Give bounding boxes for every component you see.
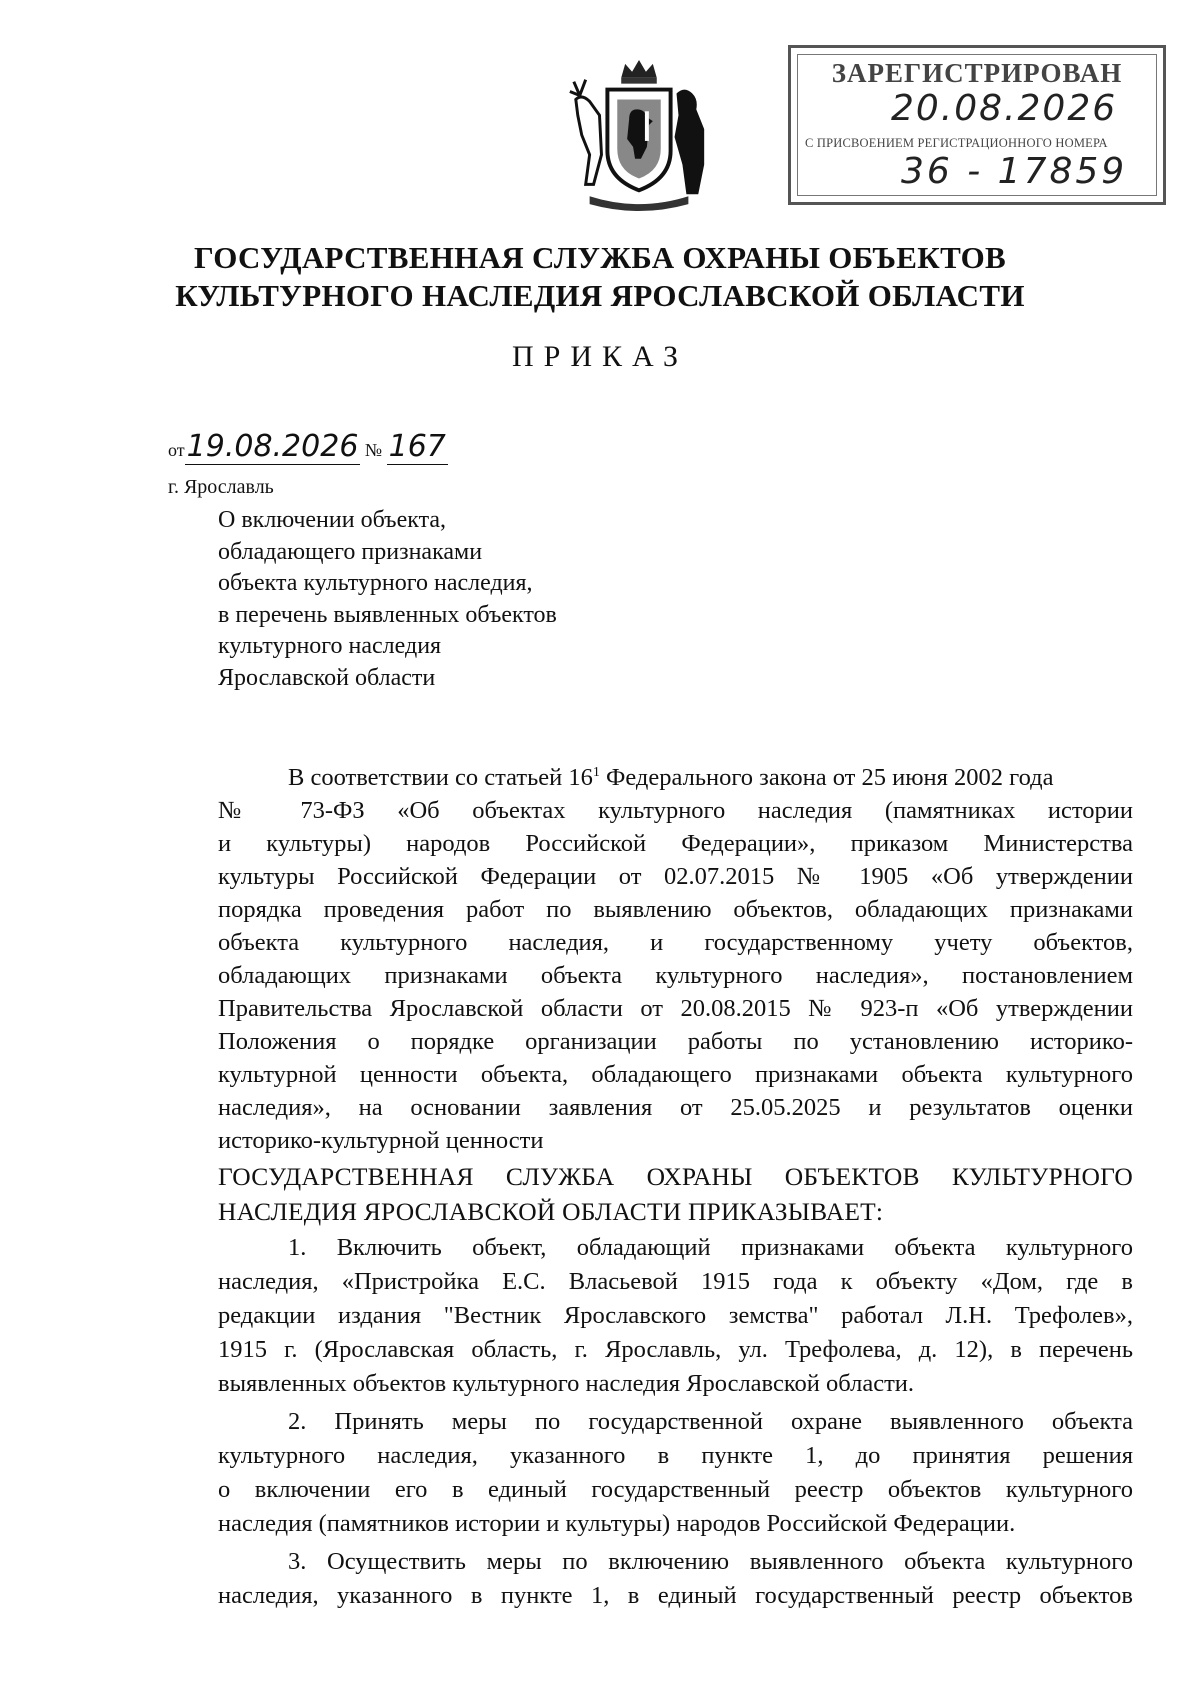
preamble-line: порядка проведения работ по выявлению объектов, обладающих признаками	[218, 896, 1133, 923]
item-2-line: о включении его в единый государственный реестр объектов культурного	[218, 1476, 1133, 1503]
subject-line: объекта культурного наследия,	[218, 570, 533, 596]
article-superscript: 1	[592, 764, 600, 780]
item-2-line: культурного наследия, указанного в пункте 1, до принятия решения	[218, 1442, 1133, 1469]
date-prefix: от	[168, 440, 185, 460]
preamble-line: Правительства Ярославской области от 20.08.2015 № 923-п «Об утверждении	[218, 995, 1133, 1022]
subject-line: культурного наследия	[218, 633, 442, 659]
order-date-number-line	[168, 430, 448, 465]
order-city: г. Ярославль	[168, 476, 274, 498]
preamble-line: наследия», на основании заявления от 25.05.2025 и результатов оценки	[218, 1094, 1133, 1121]
item-1-line: 1. Включить объект, обладающий признаками объекта культурного	[288, 1234, 1133, 1261]
preamble-line: историко-культурной ценности	[218, 1127, 544, 1154]
preamble-text: В соответствии со статьей 16	[288, 764, 593, 791]
item-3-line: 3. Осуществить меры по включению выявленного объекта культурного	[288, 1548, 1133, 1575]
preamble-line: и культуры) народов Российской Федерации», приказом Министерства	[218, 830, 1133, 857]
number-prefix: №	[364, 440, 383, 460]
agency-name-line-2: КУЛЬТУРНОГО НАСЛЕДИЯ ЯРОСЛАВСКОЙ ОБЛАСТИ	[175, 278, 1025, 313]
item-2-line: 2. Принять меры по государственной охране выявленного объекта	[288, 1408, 1133, 1435]
coat-of-arms-emblem	[560, 55, 718, 215]
stamp-subtitle: С ПРИСВОЕНИЕМ РЕГИСТРАЦИОННОГО НОМЕРА	[805, 136, 1108, 150]
item-1-line: выявленных объектов культурного наследия Ярославской области.	[218, 1370, 915, 1397]
item-1-line: редакции издания "Вестник Ярославского земства" работал Л.Н. Трефолев»,	[218, 1302, 1133, 1329]
preamble-line: № 73-ФЗ «Об объектах культурного наследия (памятниках истории	[218, 797, 1133, 824]
preamble-line: Положения о порядке организации работы по установлению историко-	[218, 1028, 1133, 1055]
item-3-line: наследия, указанного в пункте 1, в единый государственный реестр объектов	[218, 1582, 1133, 1609]
order-subject	[218, 505, 738, 694]
stamp-handwritten-date: 20.08.2026	[891, 88, 1118, 129]
document-type: ПРИКАЗ	[512, 340, 688, 373]
stamp-handwritten-number: 36 - 17859	[901, 151, 1128, 192]
preamble-first-line	[288, 762, 1133, 794]
agency-name-line-1: ГОСУДАРСТВЕННАЯ СЛУЖБА ОХРАНЫ ОБЪЕКТОВ	[193, 240, 1007, 275]
item-1-line: наследия, «Пристройка Е.С. Власьевой 1915 года к объекту «Дом, где в	[218, 1268, 1133, 1295]
orders-statement-line-1: ГОСУДАРСТВЕННАЯ СЛУЖБА ОХРАНЫ ОБЪЕКТОВ КУЛЬТУРНОГО	[218, 1162, 1133, 1191]
preamble-line: объекта культурного наследия, и государственному учету объектов,	[218, 929, 1133, 956]
item-1-line: 1915 г. (Ярославская область, г. Ярославль, ул. Трефолева, д. 12), в перечень	[218, 1336, 1133, 1363]
subject-line: в перечень выявленных объектов	[218, 601, 557, 628]
preamble-text: Федерального закона от 25 июня 2002 года	[599, 764, 1054, 791]
preamble-line: культурной ценности объекта, обладающего признаками объекта культурного	[218, 1061, 1133, 1088]
preamble-line: культуры Российской Федерации от 02.07.2015 № 1905 «Об утверждении	[218, 863, 1133, 890]
stamp-title: ЗАРЕГИСТРИРОВАН	[831, 58, 1123, 88]
order-number: 167	[388, 429, 446, 464]
order-date: 19.08.2026	[186, 429, 359, 464]
item-2-line: наследия (памятников истории и культуры) народов Российской Федерации.	[218, 1510, 1016, 1537]
registration-stamp	[788, 45, 1166, 205]
subject-line: Ярославской области	[218, 664, 436, 691]
subject-line: О включении объекта,	[218, 507, 447, 533]
preamble-line: обладающих признаками объекта культурного наследия», постановлением	[218, 962, 1133, 989]
orders-statement-line-2: НАСЛЕДИЯ ЯРОСЛАВСКОЙ ОБЛАСТИ ПРИКАЗЫВАЕТ:	[218, 1197, 884, 1226]
subject-line: обладающего признаками	[218, 538, 483, 565]
